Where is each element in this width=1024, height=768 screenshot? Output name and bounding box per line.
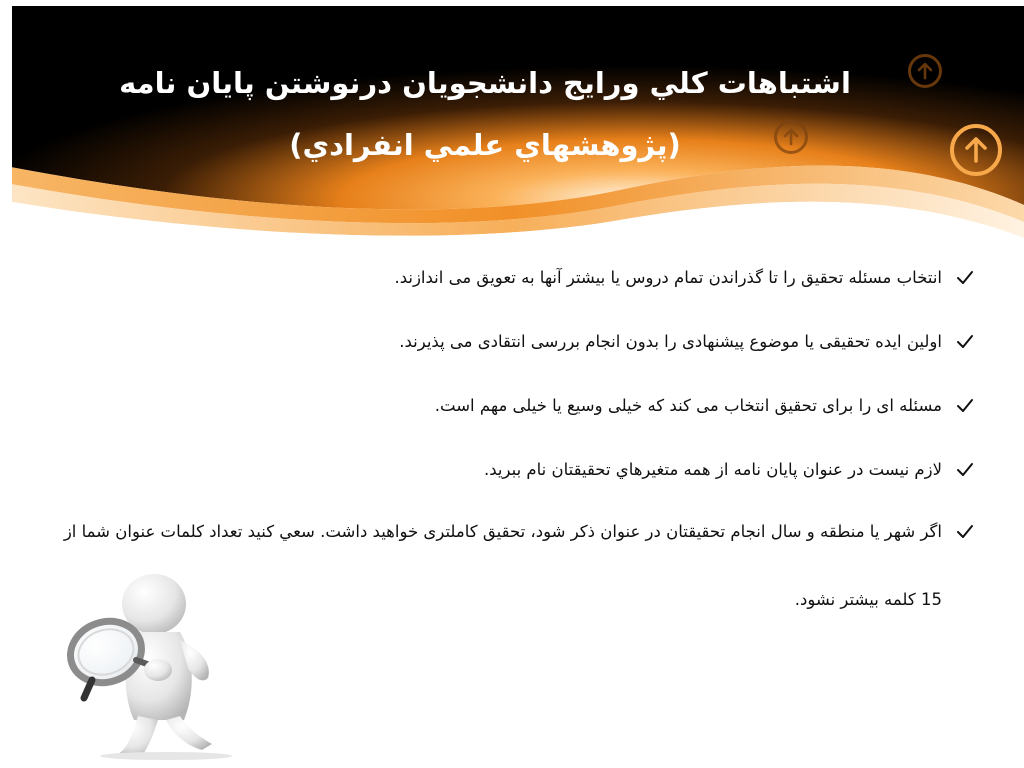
- title-line-1: اشتباهات كلي ورايج دانشجويان درنوشتن پايان نامه: [119, 66, 851, 100]
- bullet-item: [46, 374, 976, 438]
- bullet-text: مسئله ای را برای تحقيق انتخاب می كند كه خيلی وسيع يا خيلی مهم است.: [434, 396, 942, 415]
- checkmark-icon: [954, 438, 976, 502]
- up-arrow-circle-icon: [908, 54, 942, 88]
- title-line-2: (پژوهشهاي علمي انفرادي): [289, 128, 681, 162]
- bullet-text: اگر شهر يا منطقه و سال انجام تحقيقتان در عنوان ذكر شود، تحقيق كاملتری خواهيد داشت. سعي كنيد تعداد كلمات عنوان شما از 15 كلمه بيشتر نشود.: [63, 522, 942, 609]
- slide-title: [60, 52, 910, 176]
- magnifying-glass-icon: [62, 560, 242, 760]
- person-magnifier-illustration: [62, 560, 242, 760]
- bullet-item: [46, 438, 976, 502]
- bullet-text: اولين ايده تحقيقی يا موضوع پيشنهادی را بدون انجام بررسی انتقادی می پذيرند.: [399, 332, 942, 351]
- checkmark-icon: [954, 310, 976, 374]
- bullet-item: [46, 310, 976, 374]
- bullet-text: لازم نيست در عنوان پايان نامه از همه متغيرهاي تحقيقتان نام ببريد.: [484, 460, 942, 479]
- frame-left: [0, 0, 12, 768]
- bullet-item: [46, 246, 976, 310]
- up-arrow-circle-icon: [950, 124, 1002, 176]
- checkmark-icon: [954, 374, 976, 438]
- bullet-text: انتخاب مسئله تحقيق را تا گذراندن تمام دروس يا بيشتر آنها به تعويق می اندازند.: [394, 268, 942, 287]
- checkmark-icon: [954, 246, 976, 310]
- frame-top: [0, 0, 1024, 6]
- checkmark-icon: [954, 498, 976, 566]
